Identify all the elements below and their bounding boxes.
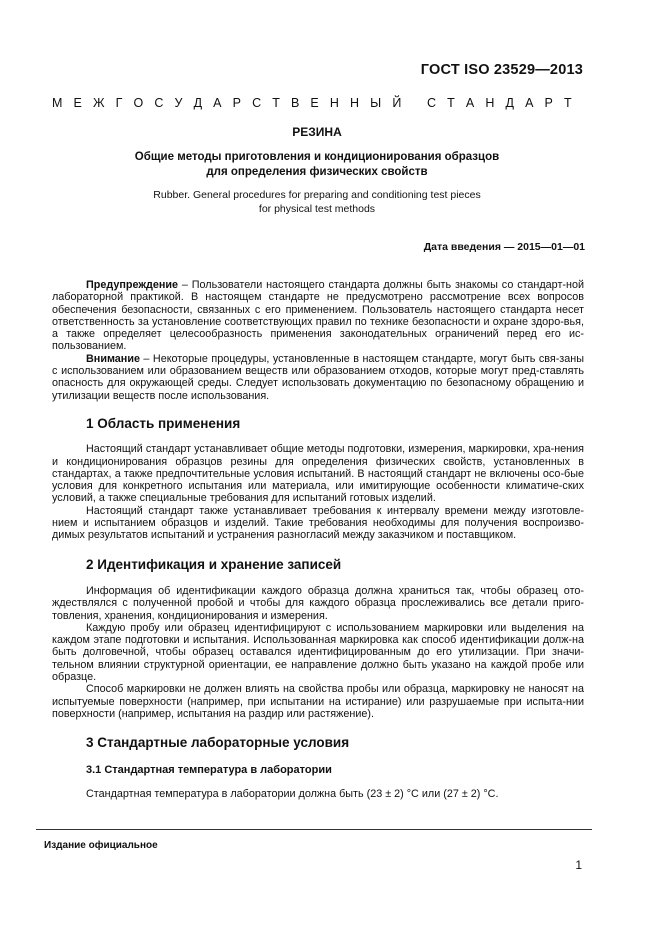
banner-letter: Ы — [370, 96, 382, 110]
banner-letter: Г — [115, 96, 123, 110]
warning-paragraph — [52, 279, 584, 353]
section-2-paragraph-1: Информация об идентификации каждого образца должна храниться так, чтобы образец ото-ждествлялся с полученной пробой и чтобы для каждого образца прослеживались все детали приго-товления, хранения, кондиционирования и измерения. — [52, 584, 584, 622]
standard-number: ГОСТ ISO 23529—2013 — [420, 62, 583, 78]
banner-letter — [412, 96, 415, 110]
banner-letter: А — [525, 96, 534, 110]
banner-letter: Т — [563, 96, 572, 110]
banner-letter: Н — [350, 96, 360, 110]
banner-letter: Д — [193, 96, 203, 110]
section-3-paragraph-1: Стандартная температура в лаборатории должна быть (23 ± 2) °С или (27 ± 2) °С. — [86, 787, 499, 800]
section-3-heading: 3 Стандартные лабораторные условия — [86, 735, 350, 751]
banner-letter: Й — [392, 96, 402, 110]
banner-letter: Н — [329, 96, 339, 110]
page-number: 1 — [575, 858, 582, 872]
banner-letter: А — [213, 96, 222, 110]
footer-divider — [36, 829, 592, 830]
section-1-heading: 1 Область применения — [86, 415, 241, 431]
banner-letter: С — [154, 96, 164, 110]
banner-letter: Т — [272, 96, 280, 110]
attention-label: Внимание — [86, 352, 140, 365]
attention-paragraph — [52, 353, 584, 402]
title-russian-line-1: Общие методы приготовления и кондиционирования образцов — [134, 151, 500, 163]
section-1-paragraph-1: Настоящий стандарт устанавливает общие методы подготовки, измерения, маркировки, хра-нения и кондиционирования образцов резины для определения физических свойств, установленных в стандартах, а также предпочтительные условия испытаний. В настоящий стандарт не включены осо-бые условия для конкретного испытания или материала, или имитирующие особенности климатиче-ских условий, а также специальные требования для испытаний готовых изделий. — [52, 443, 584, 505]
banner-letter: В — [290, 96, 300, 110]
banner-letter: Р — [544, 96, 553, 110]
section-1-paragraph-2: Настоящий стандарт также устанавливает требования к интервалу времени между изготовле-нием и испытанием образцов и изделий. Такие требования необходимы для получения воспроизво-димых результатов испытаний и устранения разногласий между заказчиком и поставщиком. — [52, 504, 584, 542]
title-main: РЕЗИНА — [292, 125, 342, 139]
document-body — [52, 279, 584, 800]
attention-text: – Некоторые процедуры, установленные в настоящем стандарте, могут быть свя-заны с использованием или образованием веществ или образованием отходов, которые могут пред-ставлять опасность для окружающей среды. Следует использовать документацию по безопасному обращению и утилизации веществ после использования. — [52, 352, 584, 402]
warning-text: – Пользователи настоящего стандарта должны быть знакомы со стандарт-ной лабораторной практикой. В настоящем стандарте не предусмотрено рассмотрение всех вопросов обеспечения безопасности, связанных с его применением. Пользователь настоящего стандарта несет ответственность за установление соответствующих правил по технике безопасности и охране здоро-вья, а также определяет целесообразность применения законодательных ограничений перед его ис-пользованием. — [52, 279, 584, 353]
section-2-paragraph-2: Каждую пробу или образец идентифицируют с использованием маркировки или выделения на каждом этапе подготовки и испытания. Использованная маркировка как способ идентификации долж-на быть долговечной, чтобы образец оставался идентифицированным до его утилизации. При значи-тельном влиянии структурной ориентации, ее направление должно быть указано на каждой пробе или образце. — [52, 621, 584, 684]
title-english-line-2: for physical test methods — [258, 203, 376, 215]
introduction-date: Дата введения — 2015—01—01 — [423, 241, 585, 253]
banner-letter: О — [133, 96, 144, 110]
banner-letter: М — [52, 96, 63, 110]
banner-letter: Т — [447, 96, 455, 110]
banner-letter: Р — [232, 96, 241, 110]
warning-label: Предупреждение — [86, 279, 179, 291]
title-russian — [52, 150, 582, 180]
title-english-line-1: Rubber. General procedures for preparing and conditioning test pieces — [153, 189, 481, 201]
banner-letter: Ж — [92, 96, 105, 110]
standard-banner — [52, 96, 572, 110]
banner-letter: Е — [73, 96, 82, 110]
section-2-paragraph-3: Способ маркировки не должен влиять на свойства пробы или образца, маркировку не наносят на испытуемые поверхности (например, при испытании на истирание) или разрушаемые при испыта-нии поверхности (например, испытания на раздир или растяжение). — [52, 683, 584, 720]
banner-letter: Е — [310, 96, 319, 110]
section-2-heading: 2 Идентификация и хранение записей — [86, 556, 342, 572]
banner-letter: С — [252, 96, 262, 110]
section-3-1-heading: 3.1 Стандартная температура в лаборатории — [86, 763, 332, 776]
banner-letter: С — [427, 96, 437, 110]
banner-letter: Д — [505, 96, 514, 110]
edition-label: Издание официальное — [44, 840, 158, 851]
title-russian-line-2: для определения физических свойств — [206, 166, 428, 178]
banner-letter: Н — [485, 96, 495, 110]
banner-letter: У — [174, 96, 183, 110]
title-english — [52, 188, 582, 216]
banner-letter: А — [465, 96, 475, 110]
